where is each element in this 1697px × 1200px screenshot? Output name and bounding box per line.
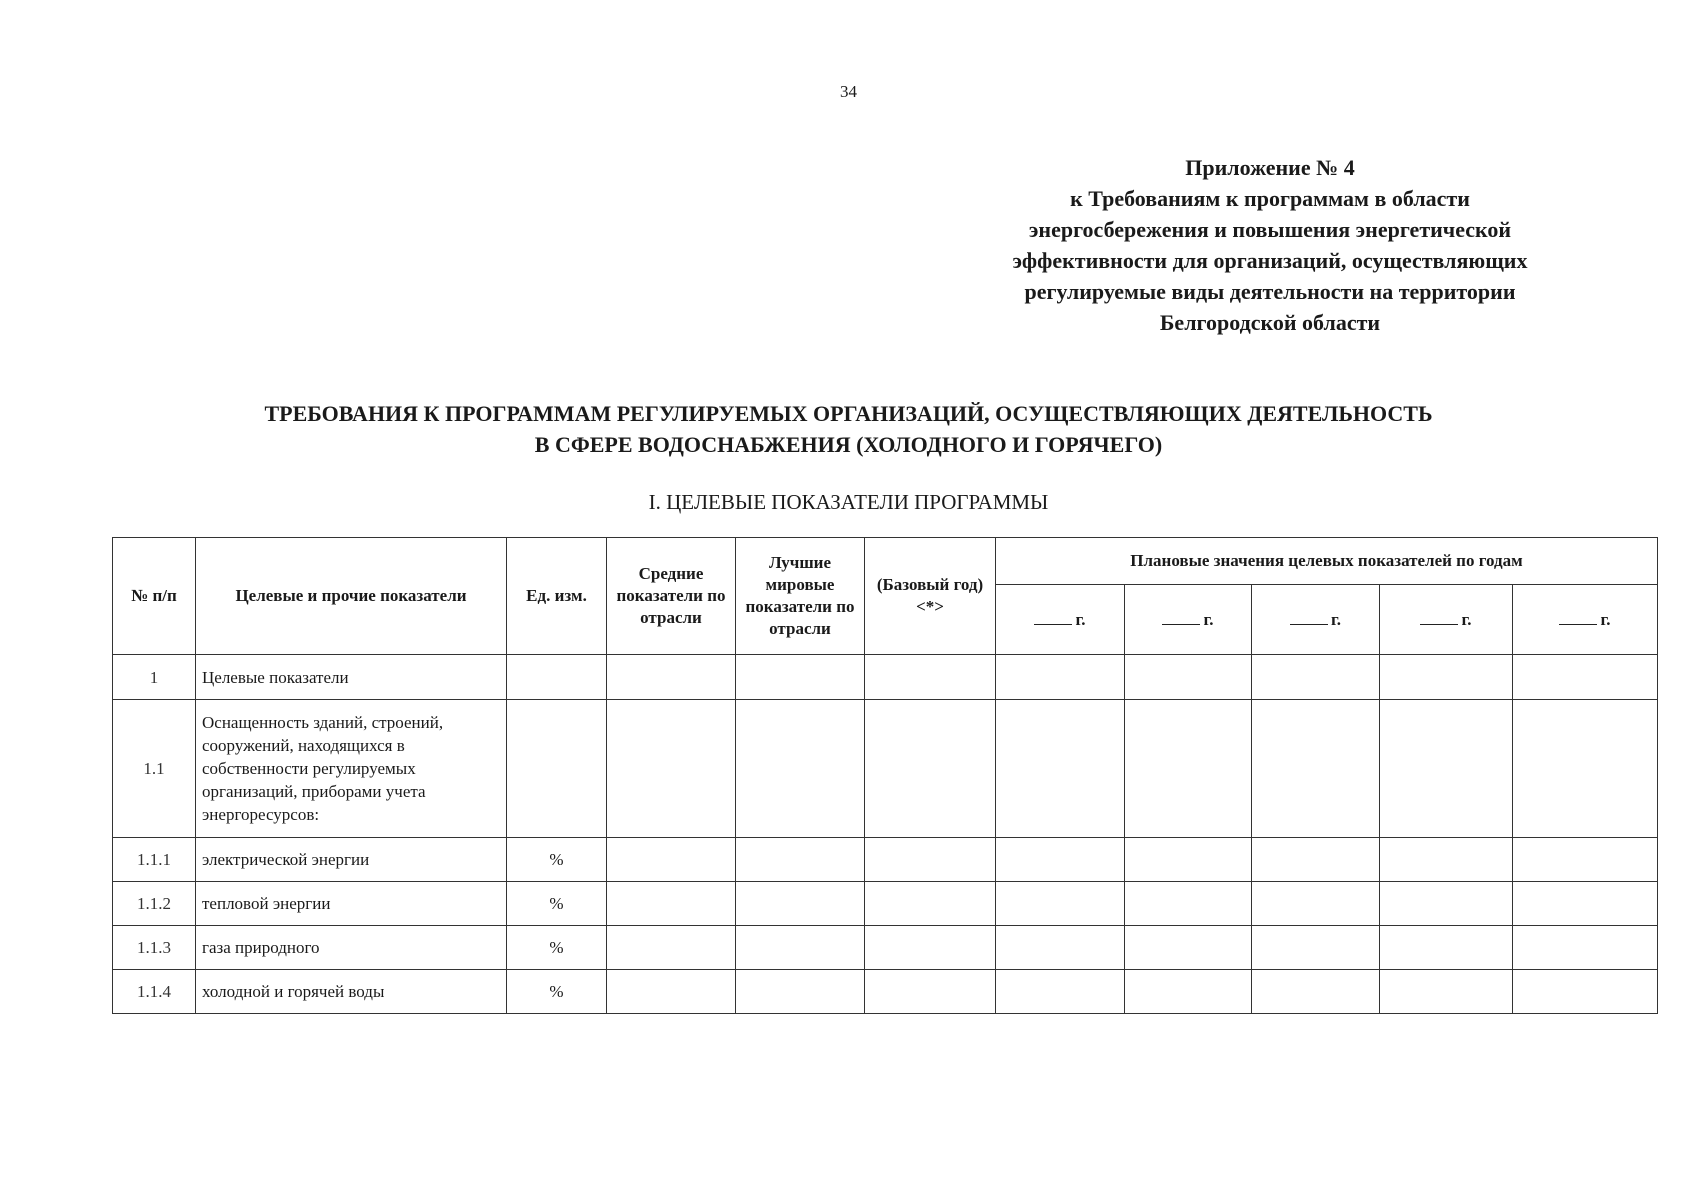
row-num: 1.1.3 bbox=[113, 926, 196, 970]
row-unit: % bbox=[507, 926, 607, 970]
row-unit bbox=[507, 655, 607, 700]
table-header-row bbox=[113, 538, 1658, 585]
header-unit: Ед. изм. bbox=[507, 538, 607, 655]
row-num: 1.1.4 bbox=[113, 970, 196, 1014]
header-year: г. bbox=[1380, 585, 1513, 655]
page-number: 34 bbox=[840, 82, 857, 101]
row-num: 1.1.1 bbox=[113, 838, 196, 882]
table-row bbox=[113, 655, 1658, 700]
row-num: 1.1.2 bbox=[113, 882, 196, 926]
row-unit: % bbox=[507, 838, 607, 882]
table-row bbox=[113, 700, 1658, 838]
section-title: I. ЦЕЛЕВЫЕ ПОКАЗАТЕЛИ ПРОГРАММЫ bbox=[648, 490, 1049, 514]
row-name: электрической энергии bbox=[196, 838, 507, 882]
row-unit: % bbox=[507, 970, 607, 1014]
document-title-line-2: В СФЕРЕ ВОДОСНАБЖЕНИЯ (ХОЛОДНОГО И ГОРЯЧЕГО) bbox=[534, 432, 1163, 457]
header-indicators: Целевые и прочие показатели bbox=[196, 538, 507, 655]
header-average: Средние показатели по отрасли bbox=[607, 538, 736, 655]
row-name: газа природного bbox=[196, 926, 507, 970]
row-num: 1 bbox=[113, 655, 196, 700]
appendix-line: Приложение № 4 bbox=[1185, 155, 1355, 180]
row-name: холодной и горячей воды bbox=[196, 970, 507, 1014]
row-unit: % bbox=[507, 882, 607, 926]
appendix-line: эффективности для организаций, осуществляющих bbox=[1012, 248, 1528, 273]
header-year: г. bbox=[1252, 585, 1380, 655]
document-title bbox=[0, 398, 1697, 460]
row-name: Целевые показатели bbox=[196, 655, 507, 700]
header-base-year: (Базовый год) <*> bbox=[865, 538, 996, 655]
header-year: г. bbox=[1513, 585, 1658, 655]
row-num: 1.1 bbox=[113, 700, 196, 838]
header-year: г. bbox=[996, 585, 1125, 655]
appendix-line: энергосбережения и повышения энергетической bbox=[1028, 217, 1512, 242]
row-unit bbox=[507, 700, 607, 838]
appendix-header bbox=[940, 152, 1600, 338]
table-row bbox=[113, 926, 1658, 970]
table-row bbox=[113, 882, 1658, 926]
table-row bbox=[113, 838, 1658, 882]
header-best: Лучшие мировые показатели по отрасли bbox=[736, 538, 865, 655]
table-row bbox=[113, 970, 1658, 1014]
appendix-line: регулируемые виды деятельности на территории bbox=[1024, 279, 1516, 304]
appendix-line: к Требованиям к программам в области bbox=[1070, 186, 1470, 211]
header-planned: Плановые значения целевых показателей по годам bbox=[996, 538, 1658, 585]
header-year: г. bbox=[1125, 585, 1252, 655]
indicators-table bbox=[112, 537, 1658, 1014]
row-name: Оснащенность зданий, строений, сооружений, находящихся в собственности регулируемых организаций, приборами учета энергоресурсов: bbox=[196, 700, 507, 838]
row-name: тепловой энергии bbox=[196, 882, 507, 926]
document-title-line-1: ТРЕБОВАНИЯ К ПРОГРАММАМ РЕГУЛИРУЕМЫХ ОРГАНИЗАЦИЙ, ОСУЩЕСТВЛЯЮЩИХ ДЕЯТЕЛЬНОСТЬ bbox=[264, 401, 1433, 426]
appendix-line: Белгородской области bbox=[1159, 310, 1381, 335]
header-num: № п/п bbox=[113, 538, 196, 655]
